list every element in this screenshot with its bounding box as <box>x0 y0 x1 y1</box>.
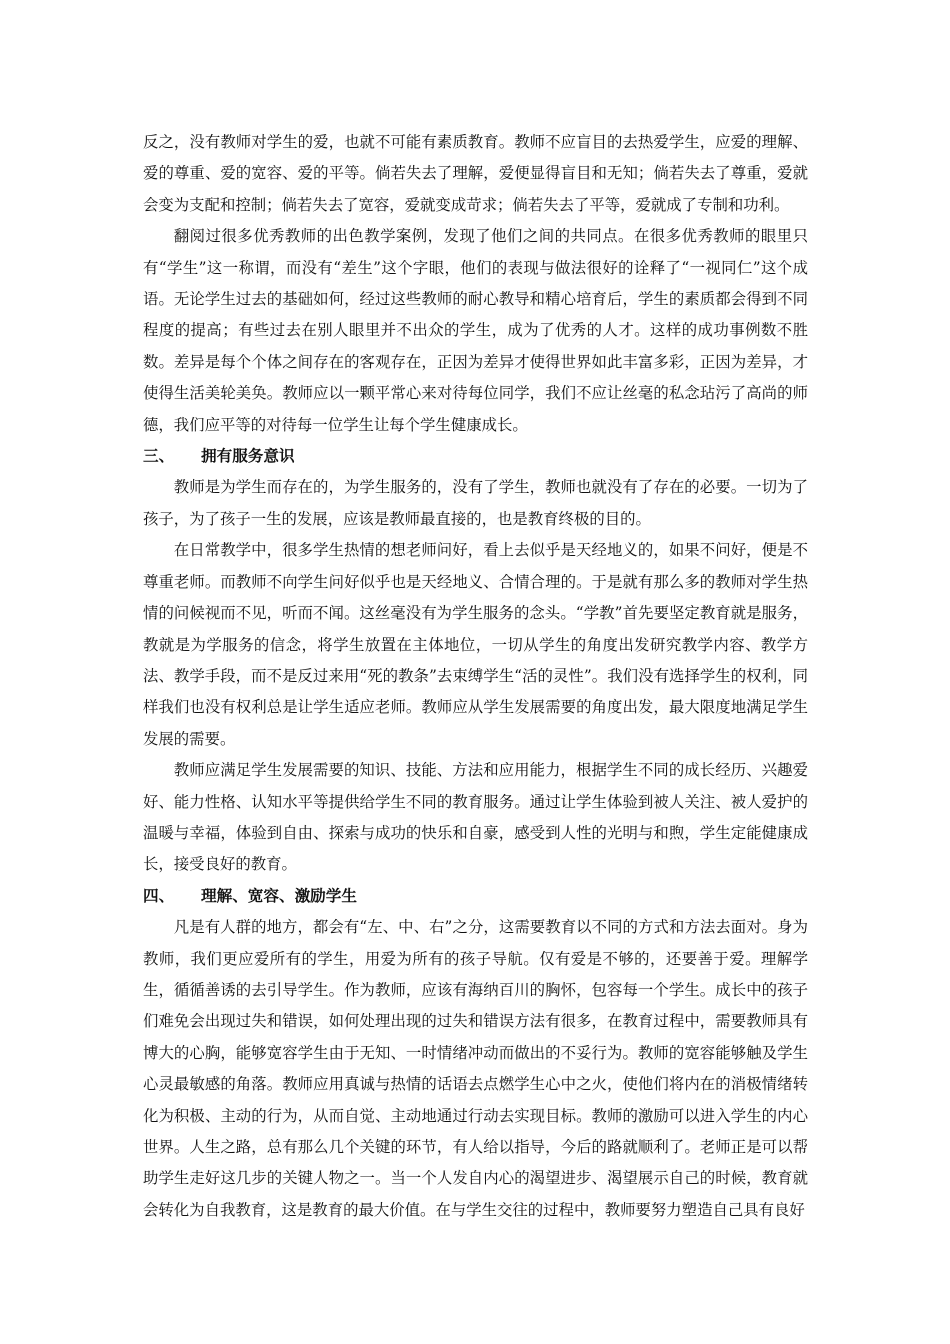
paragraph-equal-treatment: 翻阅过很多优秀教师的出色教学案例，发现了他们之间的共同点。在很多优秀教师的眼里只有“学生”这一称谓，而没有“差生”这个字眼，他们的表现与做法很好的诠释了“一视同仁”这个成语。无论学生过去的基础如何，经过这些教师的耐心教导和精心培育后，学生的素质都会得到不同程度的提高；有些过去在别人眼里并不出众的学生，成为了优秀的人才。这样的成功事例数不胜数。差异是每个个体之间存在的客观存在，正因为差异才使得世界如此丰富多彩，正因为差异，才使得生活美轮美奂。教师应以一颗平常心来对待每位同学，我们不应让丝毫的私念玷污了高尚的师德，我们应平等的对待每一位学生让每个学生健康成长。 <box>143 227 808 434</box>
document-page <box>143 127 808 1226</box>
paragraph-teachers-exist-for-students: 教师是为学生而存在的，为学生服务的，没有了学生，教师也就没有了存在的必要。一切为了孩子，为了孩子一生的发展，应该是教师最直接的，也是教育终极的目的。 <box>143 478 808 528</box>
paragraph-love-and-education: 反之，没有教师对学生的爱，也就不可能有素质教育。教师不应盲目的去热爱学生，应爱的理解、爱的尊重、爱的宽容、爱的平等。倘若失去了理解，爱便显得盲目和无知；倘若失去了尊重，爱就会变为支配和控制；倘若失去了宽容，爱就变成苛求；倘若失去了平等，爱就成了专制和功利。 <box>143 133 808 214</box>
section-heading-understand-tolerate-encourage <box>143 881 808 912</box>
section-title: 拥有服务意识 <box>201 447 295 466</box>
section-number: 三、 <box>143 447 175 466</box>
paragraph-daily-teaching-greetings: 在日常教学中，很多学生热情的想老师问好，看上去似乎是天经地义的，如果不问好，便是不尊重老师。而教师不向学生问好似乎也是天经地义、合情合理的。于是就有那么多的教师对学生热情的问候视而不见，听而不闻。这丝毫没有为学生服务的念头。“学教”首先要坚定教育就是服务，教就是为学服务的信念，将学生放置在主体地位，一切从学生的角度出发研究教学内容、教学方法、教学手段，而不是反过来用“死的教条”去束缚学生“活的灵性”。我们没有选择学生的权利，同样我们也没有权利总是让学生适应老师。教师应从学生发展需要的角度出发，最大限度地满足学生发展的需要。 <box>143 541 808 748</box>
paragraph-tolerance-and-encouragement: 凡是有人群的地方，都会有“左、中、右”之分，这需要教育以不同的方式和方法去面对。身为教师，我们更应爱所有的学生，用爱为所有的孩子导航。仅有爱是不够的，还要善于爱。理解学生，循循善诱的去引导学生。作为教师，应该有海纳百川的胸怀，包容每一个学生。成长中的孩子们难免会出现过失和错误，如何处理出现的过失和错误方法有很多，在教育过程中，需要教师具有博大的心胸，能够宽容学生由于无知、一时情绪冲动而做出的不妥行为。教师的宽容能够触及学生心灵最敏感的角落。教师应用真诚与热情的话语去点燃学生心中之火，使他们将内在的消极情绪转化为积极、主动的行为，从而自觉、主动地通过行动去实现目标。教师的激励可以进入学生的内心世界。人生之路，总有那么几个关键的环节，有人给以指导，今后的路就顺利了。老师正是可以帮助学生走好这几步的关键人物之一。当一个人发自内心的渴望进步、渴望展示自己的时候，教育就会转化为自我教育，这是教育的最大价值。在与学生交往的过程中，教师要努力塑造自己具有良好 <box>143 918 808 1219</box>
paragraph-meeting-student-needs: 教师应满足学生发展需要的知识、技能、方法和应用能力，根据学生不同的成长经历、兴趣爱好、能力性格、认知水平等提供给学生不同的教育服务。通过让学生体验到被人关注、被人爱护的温暖与幸福，体验到自由、探索与成功的快乐和自豪，感受到人性的光明与和煦，学生定能健康成长，接受良好的教育。 <box>143 761 808 874</box>
section-title: 理解、宽容、激励学生 <box>201 886 357 905</box>
section-number: 四、 <box>143 886 175 905</box>
section-heading-service-awareness <box>143 441 808 472</box>
